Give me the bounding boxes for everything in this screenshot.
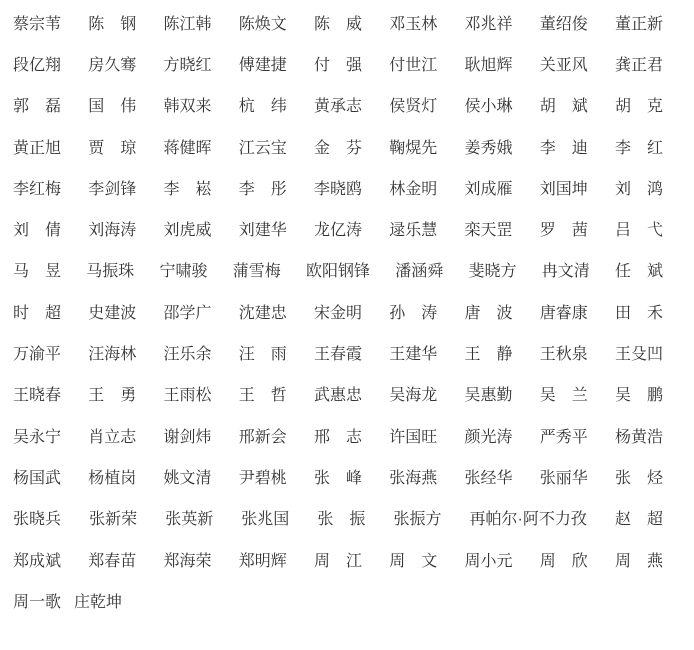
person-name: 刘海涛 (88, 222, 137, 240)
name-row (13, 128, 663, 169)
name-row (13, 582, 663, 623)
person-name: 武惠忠 (313, 387, 362, 405)
person-name: 庄乾坤 (74, 593, 123, 611)
person-name: 斐晓方 (468, 263, 517, 281)
person-name: 栾天罡 (464, 222, 513, 240)
person-name: 万渝平 (13, 346, 62, 364)
person-name: 陈焕文 (238, 15, 287, 33)
person-name: 刘成雁 (464, 180, 513, 198)
person-name: 李崧 (163, 180, 212, 198)
person-name: 王春霞 (313, 346, 362, 364)
person-name: 蒲雪梅 (232, 263, 281, 281)
person-name: 龚正君 (614, 56, 663, 74)
person-name: 胡克 (614, 98, 663, 116)
person-name: 邓兆祥 (464, 15, 513, 33)
person-name: 张晓兵 (13, 511, 62, 529)
person-name: 刘国坤 (539, 180, 588, 198)
person-name: 周文 (389, 552, 438, 570)
person-name: 逯乐慧 (389, 222, 438, 240)
person-name: 李迪 (539, 139, 588, 157)
person-name: 付世江 (389, 56, 438, 74)
name-row (13, 210, 663, 251)
person-name: 王建华 (389, 346, 438, 364)
person-name: 林金明 (389, 180, 438, 198)
person-name: 时超 (13, 304, 61, 322)
person-name: 任斌 (614, 263, 663, 281)
person-name: 王勇 (88, 387, 137, 405)
person-name: 罗茜 (539, 222, 588, 240)
person-name: 耿旭辉 (464, 56, 513, 74)
person-name: 贾琼 (88, 139, 137, 157)
person-name: 陈江韩 (163, 15, 212, 33)
person-name: 马振珠 (86, 263, 135, 281)
person-name: 郑海荣 (163, 552, 212, 570)
person-name: 金芬 (313, 139, 362, 157)
person-name: 李彤 (238, 180, 287, 198)
person-name: 张振方 (393, 511, 442, 529)
person-name: 江云宝 (238, 139, 287, 157)
person-name: 许国旺 (389, 428, 438, 446)
person-name: 张振 (317, 511, 366, 529)
person-name: 王殳凹 (614, 346, 663, 364)
name-row (13, 45, 663, 86)
person-name: 沈建忠 (238, 304, 287, 322)
person-name: 严秀平 (539, 428, 588, 446)
person-name: 张兆国 (241, 511, 290, 529)
person-name: 傅建捷 (238, 56, 287, 74)
person-name: 李红梅 (13, 180, 62, 198)
person-name: 周一歌 (13, 593, 62, 611)
person-name: 赵超 (614, 511, 663, 529)
person-name: 王静 (464, 346, 513, 364)
person-name: 房久骞 (88, 56, 137, 74)
person-name: 黄正旭 (13, 139, 62, 157)
name-grid (13, 4, 663, 623)
person-name: 黄承志 (313, 98, 362, 116)
person-name: 马昱 (13, 263, 61, 281)
person-name: 周燕 (614, 552, 663, 570)
person-name: 李剑锋 (88, 180, 137, 198)
person-name: 汪海林 (88, 346, 137, 364)
person-name: 关亚风 (539, 56, 588, 74)
person-name: 颜光涛 (464, 428, 513, 446)
person-name: 周欣 (539, 552, 588, 570)
person-name: 杨国武 (13, 469, 62, 487)
person-name: 张海燕 (389, 469, 438, 487)
person-name: 董绍俊 (539, 15, 588, 33)
person-name: 蒋健晖 (163, 139, 212, 157)
person-name: 宁啸骏 (159, 263, 208, 281)
person-name: 张丽华 (539, 469, 588, 487)
person-name: 郭磊 (13, 98, 61, 116)
person-name: 张新荣 (89, 511, 138, 529)
person-name: 吕弋 (614, 222, 663, 240)
person-name: 邢新会 (238, 428, 287, 446)
person-name: 宋金明 (313, 304, 362, 322)
name-row (13, 376, 663, 417)
name-row (13, 252, 663, 293)
person-name: 段亿翔 (13, 56, 62, 74)
person-name: 胡斌 (539, 98, 588, 116)
name-row (13, 541, 663, 582)
name-row (13, 500, 663, 541)
person-name: 郑成斌 (13, 552, 62, 570)
person-name: 王晓春 (13, 387, 62, 405)
person-name: 杭纬 (238, 98, 287, 116)
person-name: 陈威 (313, 15, 362, 33)
person-name: 吴永宁 (13, 428, 62, 446)
person-name: 王秋泉 (539, 346, 588, 364)
person-name: 张英新 (165, 511, 214, 529)
person-name: 陈钢 (88, 15, 137, 33)
person-name: 王哲 (238, 387, 287, 405)
person-name: 侯贤灯 (389, 98, 438, 116)
person-name: 史建波 (88, 304, 137, 322)
person-name: 付强 (314, 56, 362, 74)
person-name: 张烃 (614, 469, 663, 487)
person-name: 方晓红 (163, 56, 212, 74)
name-row (13, 169, 663, 210)
person-name: 冉文清 (541, 263, 590, 281)
person-name: 刘鸿 (614, 180, 663, 198)
person-name: 蔡宗苇 (13, 15, 62, 33)
person-name: 周小元 (464, 552, 513, 570)
person-name: 孙涛 (389, 304, 438, 322)
person-name: 刘倩 (13, 222, 61, 240)
person-name: 国伟 (88, 98, 137, 116)
person-name: 姜秀娥 (464, 139, 513, 157)
person-name: 董正新 (614, 15, 663, 33)
person-name: 张峰 (314, 469, 362, 487)
person-name: 尹碧桃 (238, 469, 287, 487)
person-name: 肖立志 (88, 428, 137, 446)
name-row (13, 334, 663, 375)
person-name: 杨黄浩 (614, 428, 663, 446)
person-name: 吴兰 (539, 387, 588, 405)
person-name: 郑春苗 (88, 552, 137, 570)
person-name: 再帕尔·阿不力孜 (469, 511, 587, 529)
person-name: 张经华 (464, 469, 513, 487)
person-name: 汪乐余 (163, 346, 212, 364)
person-name: 杨植岗 (88, 469, 137, 487)
person-name: 吴海龙 (389, 387, 438, 405)
person-name: 潘涵舜 (395, 263, 444, 281)
person-name: 王雨松 (163, 387, 212, 405)
name-row (13, 293, 663, 334)
person-name: 田禾 (614, 304, 663, 322)
person-name: 韩双来 (163, 98, 212, 116)
person-name: 谢剑炜 (163, 428, 212, 446)
person-name: 龙亿涛 (313, 222, 362, 240)
name-row (13, 458, 663, 499)
person-name: 吴惠勤 (464, 387, 513, 405)
person-name: 唐睿康 (539, 304, 588, 322)
person-name: 姚文清 (163, 469, 212, 487)
name-row (13, 4, 663, 45)
person-name: 李晓鸥 (313, 180, 362, 198)
person-name: 周江 (314, 552, 362, 570)
person-name: 汪雨 (238, 346, 287, 364)
person-name: 刘虎威 (163, 222, 212, 240)
person-name: 刘建华 (238, 222, 287, 240)
person-name: 邢志 (314, 428, 362, 446)
person-name: 李红 (614, 139, 663, 157)
person-name: 侯小琳 (464, 98, 513, 116)
name-row (13, 87, 663, 128)
person-name: 邵学广 (163, 304, 212, 322)
person-name: 郑明辉 (238, 552, 287, 570)
person-name: 唐波 (464, 304, 513, 322)
person-name: 欧阳钢锋 (305, 263, 370, 281)
person-name: 鞠熀先 (389, 139, 438, 157)
person-name: 邓玉林 (389, 15, 438, 33)
person-name: 吴鹏 (614, 387, 663, 405)
name-row (13, 417, 663, 458)
